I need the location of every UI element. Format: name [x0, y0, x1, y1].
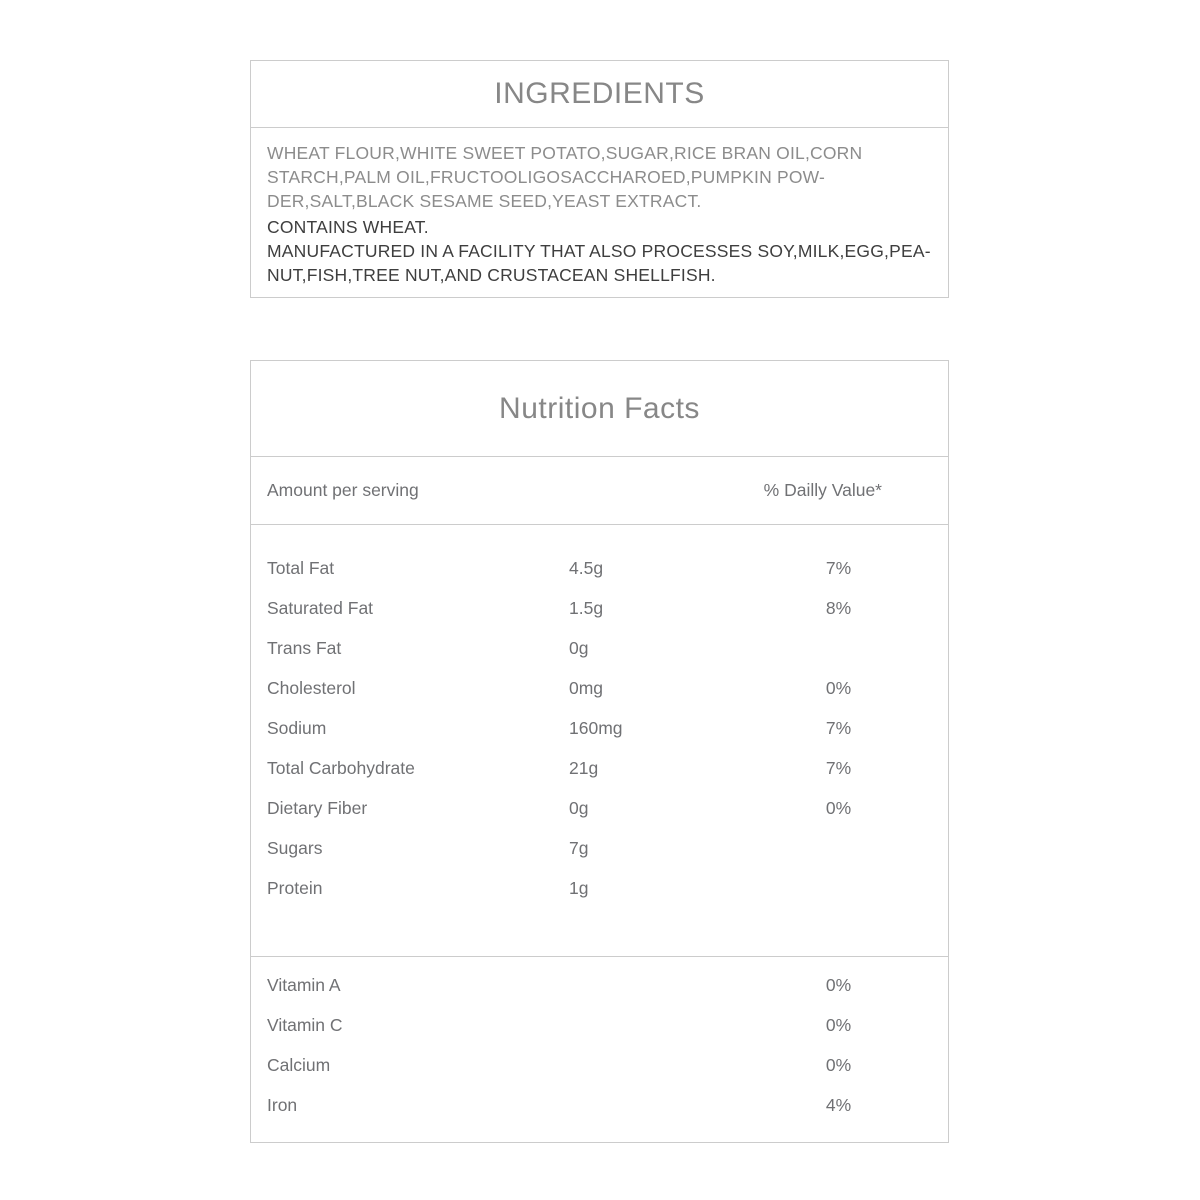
- nutrient-label: Calcium: [267, 1054, 331, 1075]
- table-row: [251, 1045, 948, 1085]
- nutrient-label: Total Carbohydrate: [267, 757, 415, 778]
- nutrient-label: Sodium: [267, 717, 327, 738]
- nutrient-amount: 0mg: [569, 677, 604, 698]
- ingredients-list-line: WHEAT FLOUR,WHITE SWEET POTATO,SUGAR,RICE BRAN OIL,CORN: [267, 143, 863, 163]
- table-row: [251, 965, 948, 1005]
- table-row: [251, 668, 948, 708]
- nutrient-label: Sugars: [267, 837, 323, 858]
- nutrient-amount: 160mg: [569, 717, 623, 738]
- nutrient-daily-value: 7%: [825, 557, 852, 578]
- table-row: [251, 628, 948, 668]
- table-row: [251, 708, 948, 748]
- table-row: [251, 548, 948, 588]
- ingredients-list-line: STARCH,PALM OIL,FRUCTOOLIGOSACCHAROED,PUMPKIN POW-: [267, 167, 826, 187]
- facility-statement-line: MANUFACTURED IN A FACILITY THAT ALSO PROCESSES SOY,MILK,EGG,PEA-: [267, 241, 931, 261]
- ingredients-list-line: DER,SALT,BLACK SESAME SEED,YEAST EXTRACT.: [267, 191, 702, 211]
- table-row: [251, 788, 948, 828]
- table-row: [251, 588, 948, 628]
- nutrient-label: Trans Fat: [267, 637, 342, 658]
- nutrient-amount: 1g: [569, 877, 589, 898]
- nutrient-daily-value: 0%: [825, 1054, 852, 1075]
- nutrient-daily-value: 8%: [825, 597, 852, 618]
- nutrient-daily-value: 7%: [825, 717, 852, 738]
- nutrient-daily-value: 0%: [825, 797, 852, 818]
- nutrient-daily-value: 7%: [825, 757, 852, 778]
- nutrient-label: Saturated Fat: [267, 597, 374, 618]
- table-row: [251, 1085, 948, 1125]
- ingredients-title: INGREDIENTS: [251, 61, 948, 128]
- daily-value-header: % Dailly Value*: [763, 480, 882, 500]
- nutrient-amount: 0g: [569, 797, 589, 818]
- ingredients-panel: [250, 60, 949, 298]
- contains-statement: CONTAINS WHEAT.: [267, 217, 429, 237]
- table-row: [251, 828, 948, 868]
- nutrient-label: Protein: [267, 877, 323, 898]
- nutrient-label: Iron: [267, 1094, 298, 1115]
- nutrient-daily-value: 4%: [825, 1094, 852, 1115]
- table-row: [251, 748, 948, 788]
- amount-per-serving-label: Amount per serving: [267, 480, 419, 500]
- nutrition-facts-panel: [250, 360, 949, 1143]
- nutrient-amount: 0g: [569, 637, 589, 658]
- nutrient-daily-value: 0%: [825, 974, 852, 995]
- ingredients-body: [251, 128, 948, 287]
- nutrient-amount: 21g: [569, 757, 599, 778]
- nutrient-daily-value: 0%: [825, 677, 852, 698]
- nutrient-label: Total Fat: [267, 557, 335, 578]
- nutrient-label: Cholesterol: [267, 677, 356, 698]
- nutrition-facts-title: Nutrition Facts: [251, 361, 948, 457]
- nutrient-label: Vitamin A: [267, 974, 341, 995]
- nutrient-label: Dietary Fiber: [267, 797, 368, 818]
- facility-statement-line: NUT,FISH,TREE NUT,AND CRUSTACEAN SHELLFISH.: [267, 265, 716, 285]
- nutrient-label: Vitamin C: [267, 1014, 343, 1035]
- table-row: [251, 868, 948, 908]
- nutrient-amount: 4.5g: [569, 557, 604, 578]
- table-row: [251, 1005, 948, 1045]
- vitamins-table: [251, 957, 948, 1125]
- nutrition-header-row: [251, 457, 948, 525]
- nutrient-amount: 1.5g: [569, 597, 604, 618]
- nutrient-daily-value: 0%: [825, 1014, 852, 1035]
- nutrient-amount: 7g: [569, 837, 589, 858]
- nutrient-table: [251, 525, 948, 957]
